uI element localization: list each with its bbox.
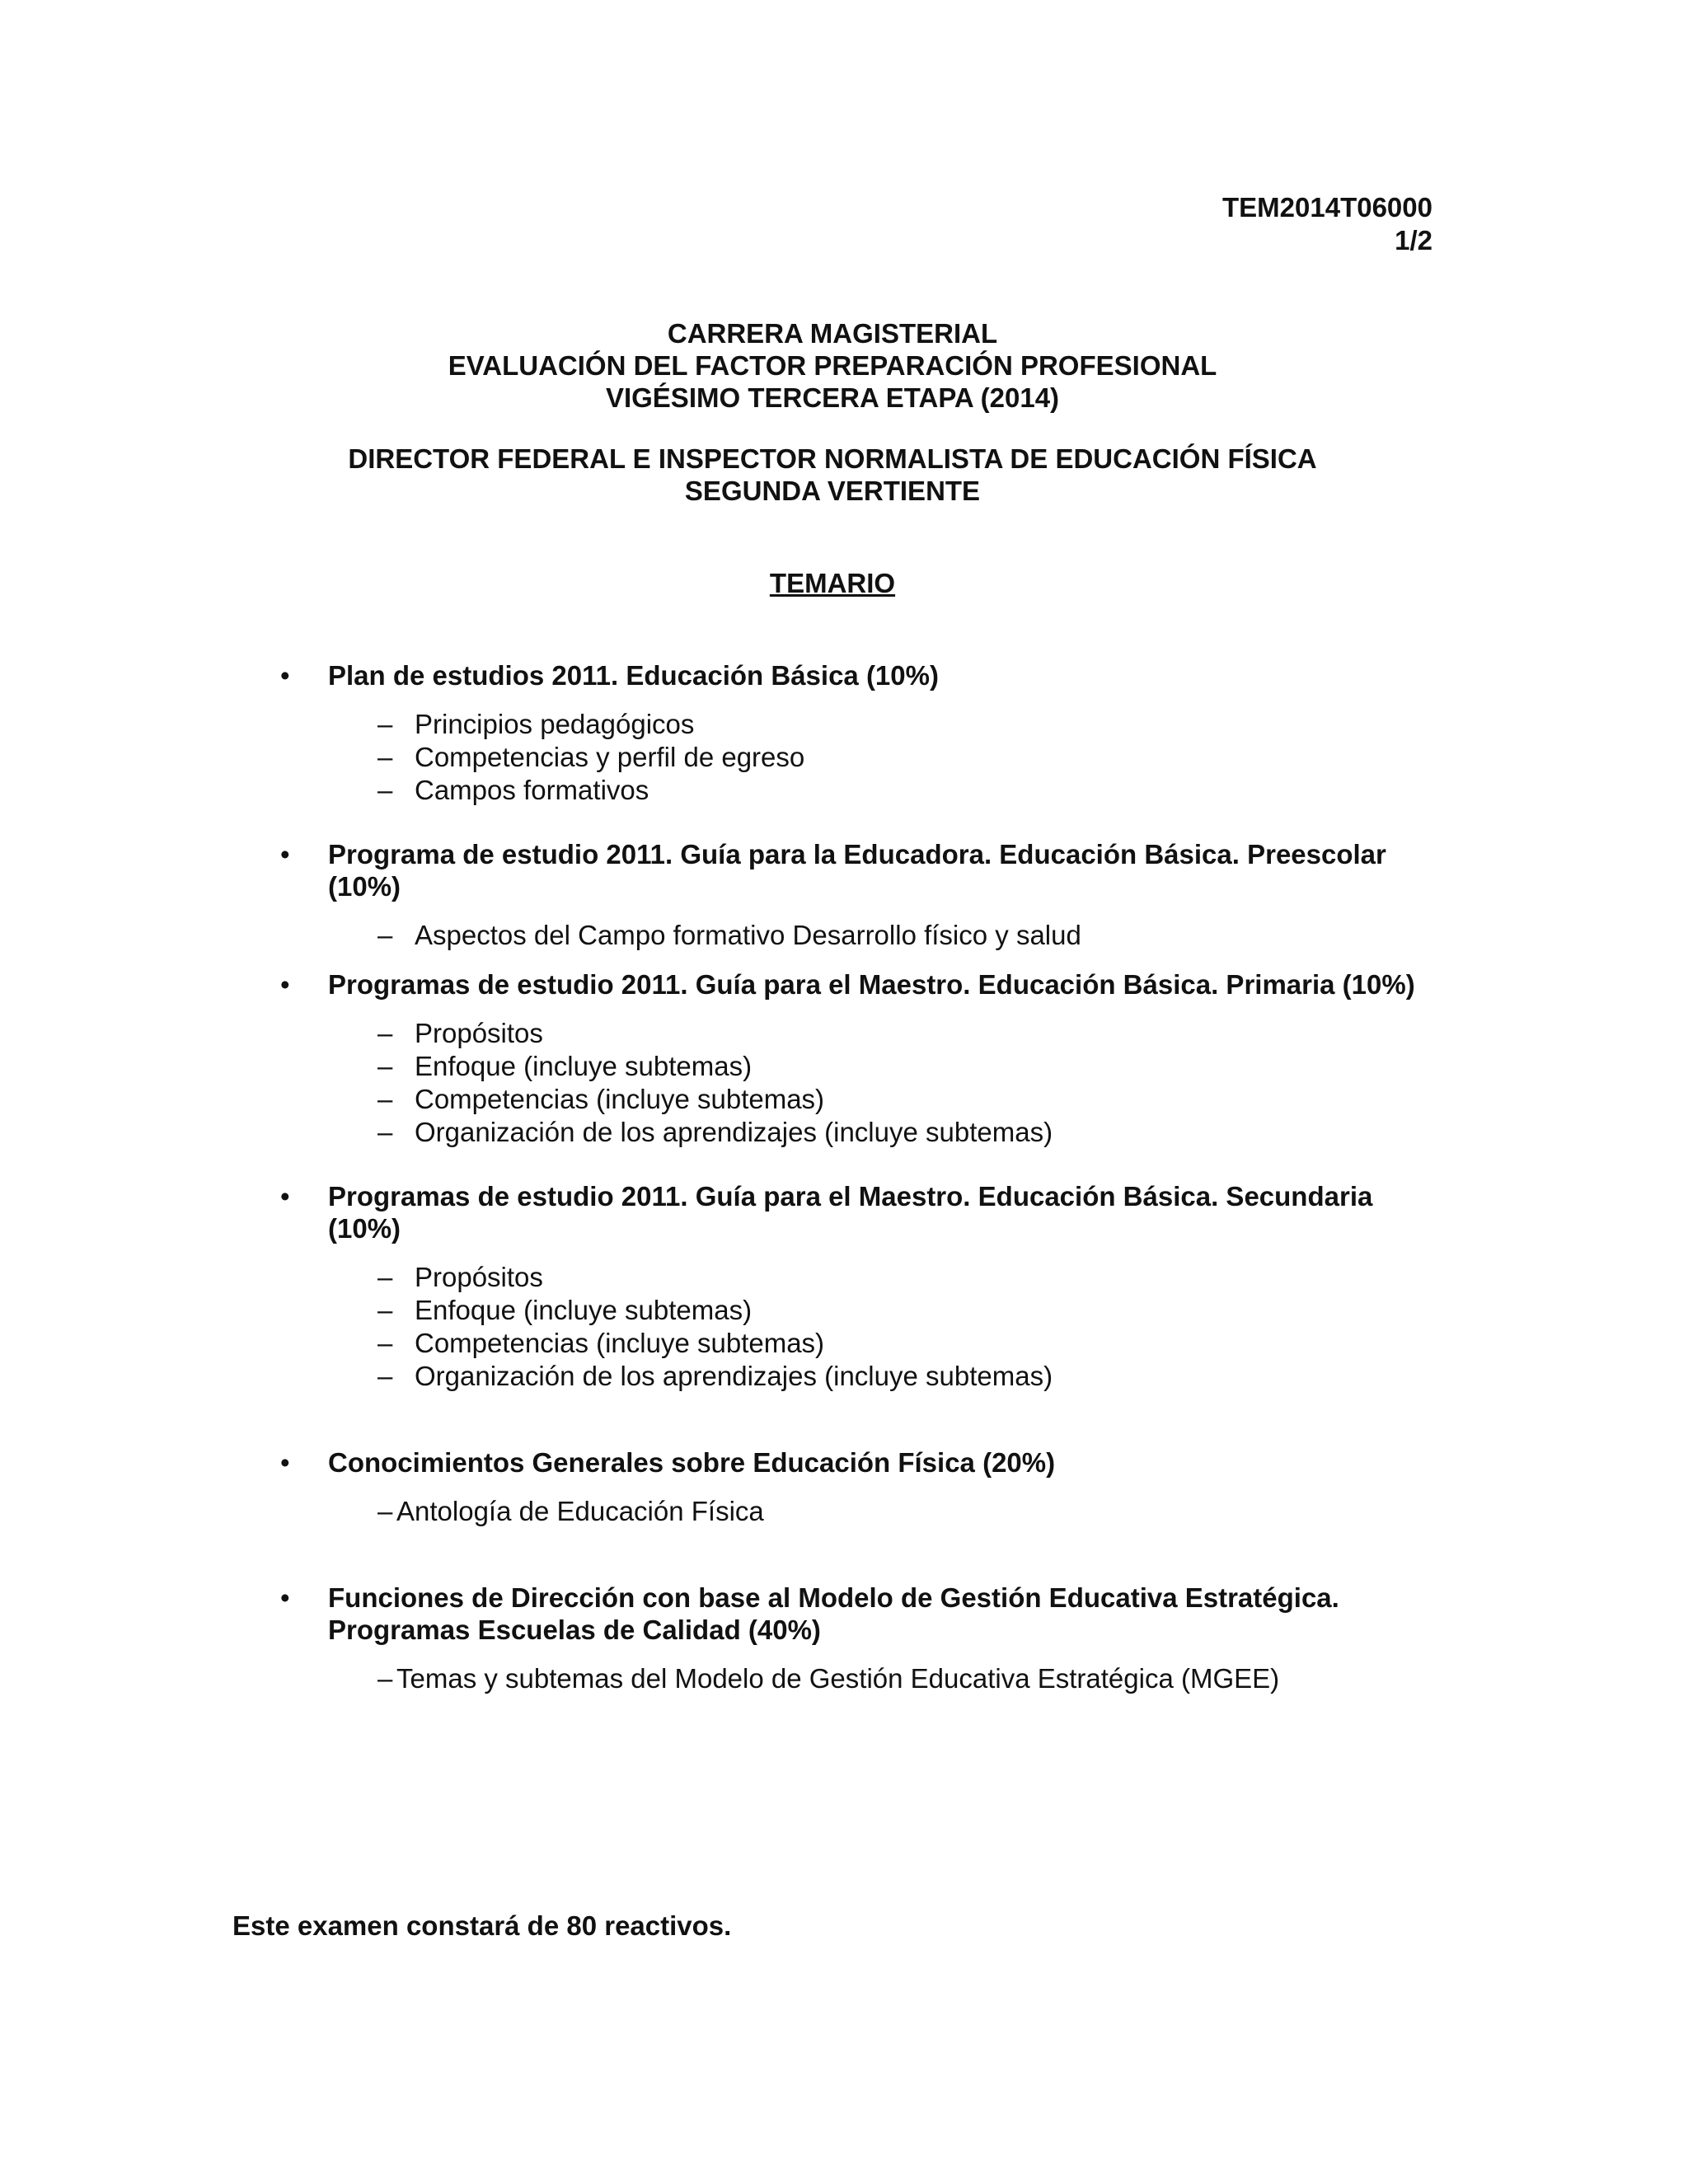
topic-item: [280, 1180, 1451, 1393]
subtopic-item: [377, 1294, 1451, 1327]
dash-icon: –: [377, 1328, 393, 1358]
subtopic-list: [328, 919, 1451, 952]
topic-title: Programas de estudio 2011. Guía para el Maestro. Educación Básica. Primaria (10%): [328, 969, 1415, 1000]
topic-item: [280, 659, 1451, 807]
topic-title: Conocimientos Generales sobre Educación Física (20%): [328, 1447, 1056, 1478]
subtopic-text: Principios pedagógicos: [415, 709, 695, 739]
topic-item: [280, 1446, 1451, 1528]
subtopic-list: [328, 1261, 1451, 1393]
subtopic-text: Antología de Educación Física: [396, 1496, 764, 1526]
dash-icon: –: [377, 1084, 393, 1114]
section-title: TEMARIO: [769, 568, 896, 598]
subtitle-line-1: DIRECTOR FEDERAL E INSPECTOR NORMALISTA DE EDUCACIÓN FÍSICA: [348, 443, 1317, 474]
page-number: 1/2: [1395, 225, 1432, 255]
subtopic-item: [377, 1360, 1451, 1393]
subtopic-item: [377, 1327, 1451, 1360]
subtopic-item: [377, 741, 1451, 774]
subtopic-text: Propósitos: [415, 1018, 543, 1048]
subtopic-list: [328, 708, 1451, 807]
topic-title: Programa de estudio 2011. Guía para la Educadora. Educación Básica. Preescolar (10%): [328, 839, 1386, 902]
subtopic-item: [377, 1116, 1451, 1149]
dash-icon: –: [377, 742, 393, 772]
topic-title: Programas de estudio 2011. Guía para el Maestro. Educación Básica. Secundaria (10%): [328, 1181, 1373, 1244]
dash-icon: –: [377, 775, 393, 805]
subtopic-item: [377, 708, 1451, 741]
subtopic-item: [377, 774, 1451, 807]
subtopic-item: [377, 1662, 1451, 1695]
dash-icon: –: [377, 920, 393, 950]
bullet-icon: •: [280, 969, 290, 1000]
title-line-2: EVALUACIÓN DEL FACTOR PREPARACIÓN PROFESIONAL: [448, 350, 1217, 381]
subtopic-text: Competencias (incluye subtemas): [415, 1328, 825, 1358]
subtopic-item: [377, 1495, 1451, 1528]
subtopic-text: Organización de los aprendizajes (incluye subtemas): [415, 1117, 1053, 1147]
subtopic-item: [377, 1017, 1451, 1050]
topic-title: Plan de estudios 2011. Educación Básica (10%): [328, 660, 939, 691]
document-code-block: [1222, 191, 1432, 257]
bullet-icon: •: [280, 1582, 290, 1613]
subtopic-text: Temas y subtemas del Modelo de Gestión Educativa Estratégica (MGEE): [396, 1663, 1280, 1694]
subtopic-item: [377, 1083, 1451, 1116]
dash-icon: –: [377, 1496, 393, 1526]
subtopic-text: Aspectos del Campo formativo Desarrollo físico y salud: [415, 920, 1081, 950]
dash-icon: –: [377, 1663, 393, 1694]
subtopic-item: [377, 1050, 1451, 1083]
title-block: [0, 317, 1665, 414]
dash-icon: –: [377, 1018, 393, 1048]
subtopic-item: [377, 919, 1451, 952]
dash-icon: –: [377, 1262, 393, 1292]
topic-item: [280, 968, 1451, 1149]
dash-icon: –: [377, 1051, 393, 1081]
title-line-1: CARRERA MAGISTERIAL: [667, 318, 998, 349]
topic-title: Funciones de Dirección con base al Modelo de Gestión Educativa Estratégica. Programas Escuelas de Calidad (40%): [328, 1582, 1339, 1645]
dash-icon: –: [377, 1295, 393, 1325]
document-code: TEM2014T06000: [1222, 192, 1432, 223]
dash-icon: –: [377, 1361, 393, 1391]
subtopic-text: Propósitos: [415, 1262, 543, 1292]
topic-item: [280, 838, 1451, 952]
subtopic-text: Enfoque (incluye subtemas): [415, 1051, 753, 1081]
dash-icon: –: [377, 1117, 393, 1147]
bullet-icon: •: [280, 839, 290, 869]
dash-icon: –: [377, 709, 393, 739]
subtopic-text: Enfoque (incluye subtemas): [415, 1295, 753, 1325]
topic-list: [280, 659, 1451, 1695]
bullet-icon: •: [280, 1447, 290, 1478]
title-line-3: VIGÉSIMO TERCERA ETAPA (2014): [605, 382, 1060, 413]
topic-item: [280, 1582, 1451, 1695]
subtopic-list: [328, 1495, 1451, 1528]
subtopic-list: [328, 1017, 1451, 1149]
subtopic-text: Campos formativos: [415, 775, 649, 805]
subtopic-list: [328, 1662, 1451, 1695]
bullet-icon: •: [280, 1181, 290, 1212]
subtopic-text: Competencias y perfil de egreso: [415, 742, 805, 772]
subtopic-text: Competencias (incluye subtemas): [415, 1084, 825, 1114]
subtopic-item: [377, 1261, 1451, 1294]
subtitle-line-2: SEGUNDA VERTIENTE: [684, 476, 981, 506]
subtopic-text: Organización de los aprendizajes (incluye subtemas): [415, 1361, 1053, 1391]
bullet-icon: •: [280, 660, 290, 691]
footer-note: Este examen constará de 80 reactivos.: [232, 1910, 732, 1941]
subtitle-block: [0, 443, 1665, 507]
